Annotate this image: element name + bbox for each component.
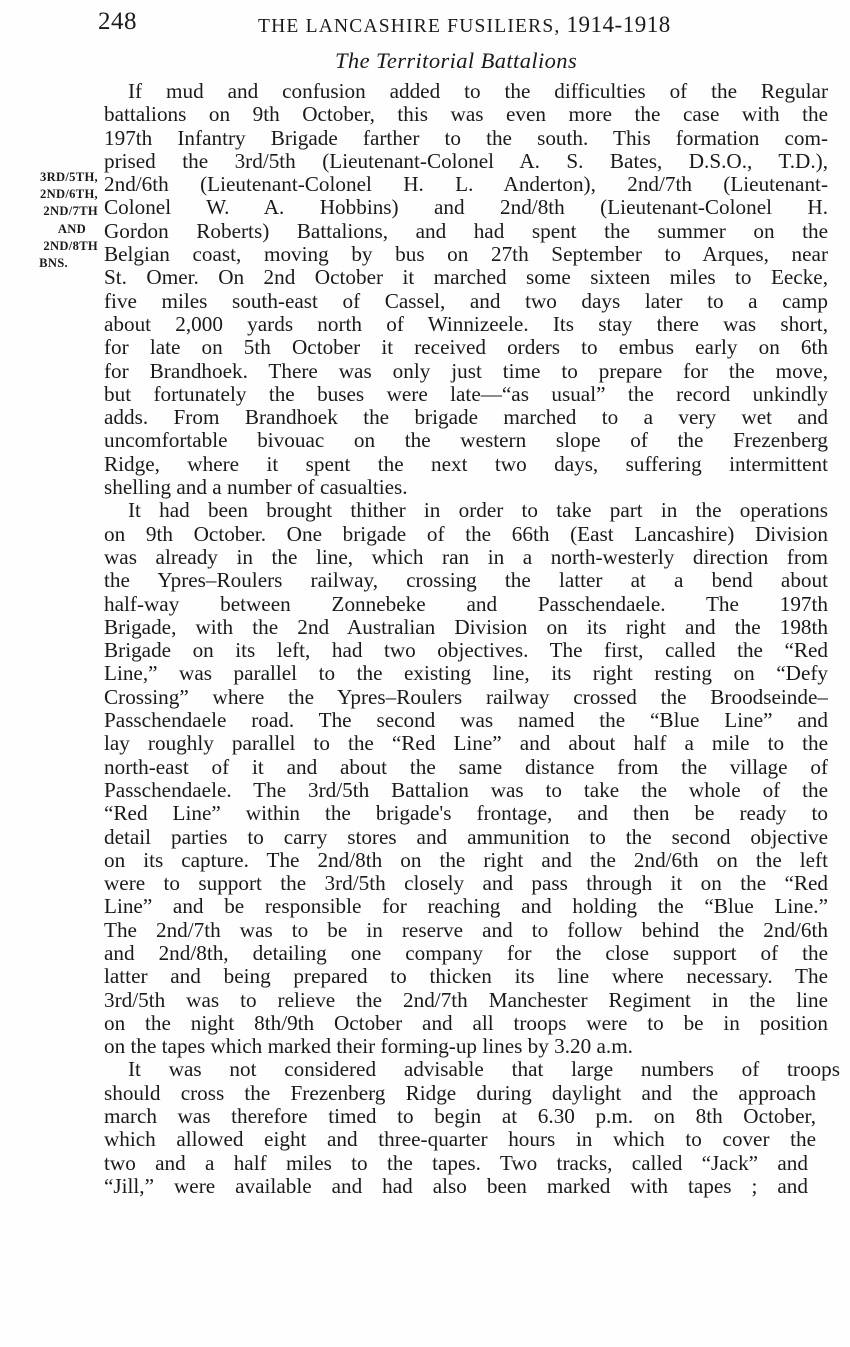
text-line: detail parties to carry stores and ammunition to the second objective xyxy=(104,825,828,849)
text-line: Line,” was parallel to the existing line, its right resting on “Defy xyxy=(104,662,828,686)
text-line: the Ypres–Roulers railway, crossing the latter at a bend about xyxy=(104,569,828,593)
text-line: Passchendaele. The 3rd/5th Battalion was to take the whole of the xyxy=(104,778,828,802)
text-line: and 2nd/8th, detailing one company for the close support of the xyxy=(104,941,828,965)
text-line: which allowed eight and three-quarter hours in which to cover the xyxy=(104,1128,816,1152)
text-line: Brigade, with the 2nd Australian Division on its right and the 198th xyxy=(104,615,828,639)
text-line: It was not considered advisable that large numbers of troops xyxy=(128,1058,840,1082)
section-title: The Territorial Battalions xyxy=(335,48,578,73)
text-line: 197th Infantry Brigade farther to the south. This formation com- xyxy=(104,126,828,150)
text-line: Ridge, where it spent the next two days, suffering intermittent xyxy=(104,452,828,476)
body-text xyxy=(104,80,840,1198)
text-line: latter and being prepared to thicken its line where necessary. The xyxy=(104,965,828,989)
text-line: Colonel W. A. Hobbins) and 2nd/8th (Lieutenant-Colonel H. xyxy=(104,196,828,220)
text-line: Crossing” where the Ypres–Roulers railway crossed the Broodseinde– xyxy=(104,685,828,709)
text-line: The 2nd/7th was to be in reserve and to follow behind the 2nd/6th xyxy=(104,918,828,942)
text-line: lay roughly parallel to the “Red Line” and about half a mile to the xyxy=(104,732,828,756)
text-line: for Brandhoek. There was only just time to prepare for the move, xyxy=(104,359,828,383)
text-line: Brigade on its left, had two objectives. The first, called the “Red xyxy=(104,639,828,663)
text-line: If mud and confusion added to the difficulties of the Regular xyxy=(128,80,828,103)
text-line: Gordon Roberts) Battalions, and had spent the summer on the xyxy=(104,219,828,243)
text-line: 3rd/5th was to relieve the 2nd/7th Manchester Regiment in the line xyxy=(104,988,828,1012)
text-line: Passchendaele road. The second was named the “Blue Line” and xyxy=(104,709,828,733)
text-line: prised the 3rd/5th (Lieutenant-Colonel A. S. Bates, D.S.O., T.D.), xyxy=(104,149,828,173)
text-line: was already in the line, which ran in a north-westerly direction from xyxy=(104,545,828,569)
margin-note-line: 3RD/5TH, xyxy=(39,170,98,184)
margin-note-line: 2ND/6TH, xyxy=(39,187,98,202)
page-header xyxy=(0,6,850,42)
text-line: shelling and a number of casualties. xyxy=(104,476,408,500)
margin-note xyxy=(4,169,98,272)
text-line: St. Omer. On 2nd October it marched some sixteen miles to Eecke, xyxy=(104,266,828,290)
text-line: “Red Line” within the brigade's frontage, and then be ready to xyxy=(104,802,828,826)
text-line: Line” and be responsible for reaching and holding the “Blue Line.” xyxy=(104,895,828,919)
margin-note-line: BNS. xyxy=(39,256,68,271)
text-line: on the night 8th/9th October and all troops were to be in position xyxy=(104,1011,828,1035)
text-line: on its capture. The 2nd/8th on the right and the 2nd/6th on the left xyxy=(104,848,828,872)
page-number: 248 xyxy=(98,8,137,35)
text-line: for late on 5th October it received orders to embus early on 6th xyxy=(104,336,828,360)
running-title-years: 1914-1918 xyxy=(566,12,671,37)
text-line: on the tapes which marked their forming-up lines by 3.20 a.m. xyxy=(104,1035,633,1059)
text-line: It had been brought thither in order to take part in the operations xyxy=(128,499,828,523)
running-title xyxy=(258,12,671,38)
text-line: battalions on 9th October, this was even more the case with the xyxy=(104,103,828,127)
text-line: march was therefore timed to begin at 6.30 p.m. on 8th October, xyxy=(104,1105,816,1129)
text-line: half-way between Zonnebeke and Passchendaele. The 197th xyxy=(104,592,828,616)
margin-note-line: 2ND/8TH xyxy=(43,238,98,253)
text-line: 2nd/6th (Lieutenant-Colonel H. L. Anderton), 2nd/7th (Lieutenant- xyxy=(104,173,828,197)
text-line: about 2,000 yards north of Winnizeele. Its stay there was short, xyxy=(104,312,828,336)
text-line: Belgian coast, moving by bus on 27th September to Arques, near xyxy=(104,243,828,267)
text-line: adds. From Brandhoek the brigade marched to a very wet and xyxy=(104,406,828,430)
text-line: “Jill,” were available and had also been marked with tapes ; and xyxy=(104,1174,808,1198)
text-line: should cross the Frezenberg Ridge during daylight and the approach xyxy=(104,1081,816,1105)
text-line: on 9th October. One brigade of the 66th (East Lancashire) Division xyxy=(104,522,828,546)
text-line: uncomfortable bivouac on the western slope of the Frezenberg xyxy=(104,429,828,453)
text-line: north-east of it and about the same distance from the village of xyxy=(104,755,828,779)
text-line: were to support the 3rd/5th closely and pass through it on the “Red xyxy=(104,872,828,896)
margin-note-line: AND xyxy=(57,221,86,236)
text-line: five miles south-east of Cassel, and two days later to a camp xyxy=(104,289,828,313)
text-line: but fortunately the buses were late—“as usual” the record unkindly xyxy=(104,382,828,406)
running-title-text: THE LANCASHIRE FUSILIERS, xyxy=(258,16,561,37)
margin-note-line: 2ND/7TH xyxy=(43,204,98,219)
text-line: two and a half miles to the tapes. Two tracks, called “Jack” and xyxy=(104,1151,808,1175)
